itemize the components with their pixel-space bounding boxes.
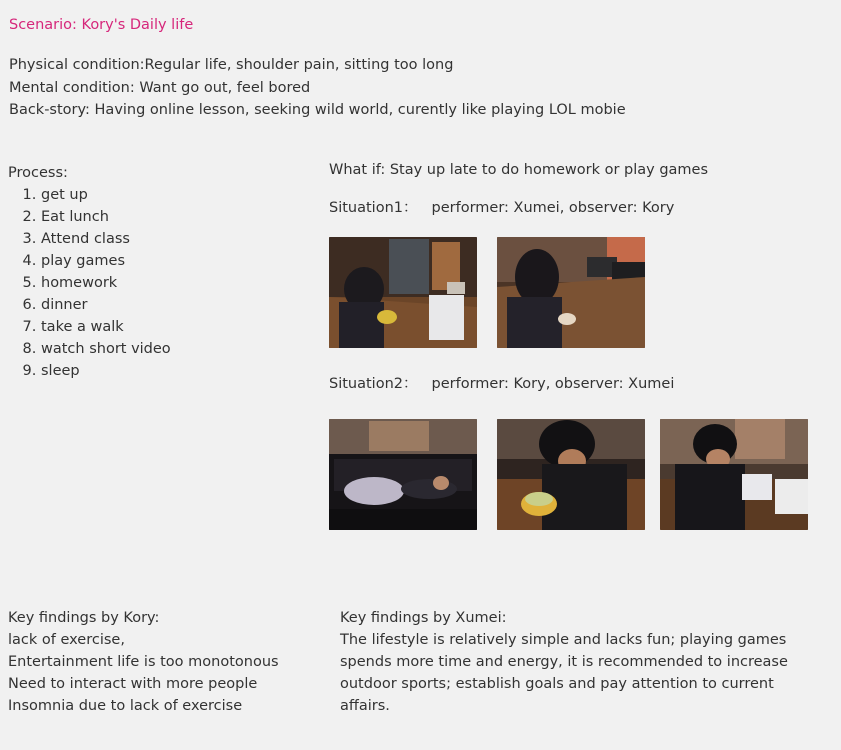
process-step: 5. homework xyxy=(41,272,171,294)
key-findings-xumei xyxy=(340,607,800,717)
conditions-block xyxy=(9,54,626,122)
back-story: Back-story: Having online lesson, seeking wild world, curently like playing LOL mobie xyxy=(9,102,626,118)
mental-condition: Mental condition: Want go out, feel bored xyxy=(9,79,311,96)
situation2-photo-2 xyxy=(497,419,645,530)
process-step: 1. get up xyxy=(41,184,171,206)
process-step: 9. sleep xyxy=(41,360,171,382)
situation2-roles: performer: Kory, observer: Xumei xyxy=(431,376,675,392)
situation2-heading xyxy=(329,372,674,393)
process-list xyxy=(8,184,171,382)
process-step: 4. play games xyxy=(41,250,171,272)
process-step: 8. watch short video xyxy=(41,338,171,360)
process-heading: Process: xyxy=(8,165,68,181)
process-step: 7. take a walk xyxy=(41,316,171,338)
key-findings-kory-line: lack of exercise, xyxy=(8,632,125,648)
situation2-photo-1 xyxy=(329,419,477,530)
key-findings-kory-line: Need to interact with more people xyxy=(8,676,258,692)
key-findings-kory-heading: Key findings by Kory: xyxy=(8,610,160,626)
key-findings-kory xyxy=(8,607,279,717)
process-block xyxy=(8,162,171,382)
situation1-label: Situation1： xyxy=(329,200,418,216)
situation1-photo-1 xyxy=(329,237,477,348)
process-step: 2. Eat lunch xyxy=(41,206,171,228)
scenario-title: Scenario: Kory's Daily life xyxy=(9,17,194,33)
process-step: 6. dinner xyxy=(41,294,171,316)
situation2-photo-3 xyxy=(660,419,808,530)
process-step: 3. Attend class xyxy=(41,228,171,250)
physical-condition: Physical condition:Regular life, shoulder pain, sitting too long xyxy=(9,57,454,73)
key-findings-xumei-text: The lifestyle is relatively simple and lacks fun; playing games spends more time and energy, it is recommended to increase outdoor sports; establish goals and pay attention to current affairs. xyxy=(340,632,788,714)
situation2-label: Situation2： xyxy=(329,376,418,392)
key-findings-kory-line: Insomnia due to lack of exercise xyxy=(8,698,243,714)
situation1-roles: performer: Xumei, observer: Kory xyxy=(431,200,675,216)
situation1-heading xyxy=(329,196,674,217)
situation1-photo-2 xyxy=(497,237,645,348)
key-findings-xumei-heading: Key findings by Xumei: xyxy=(340,610,507,626)
what-if-text: What if: Stay up late to do homework or play games xyxy=(329,162,709,178)
key-findings-kory-line: Entertainment life is too monotonous xyxy=(8,654,279,670)
